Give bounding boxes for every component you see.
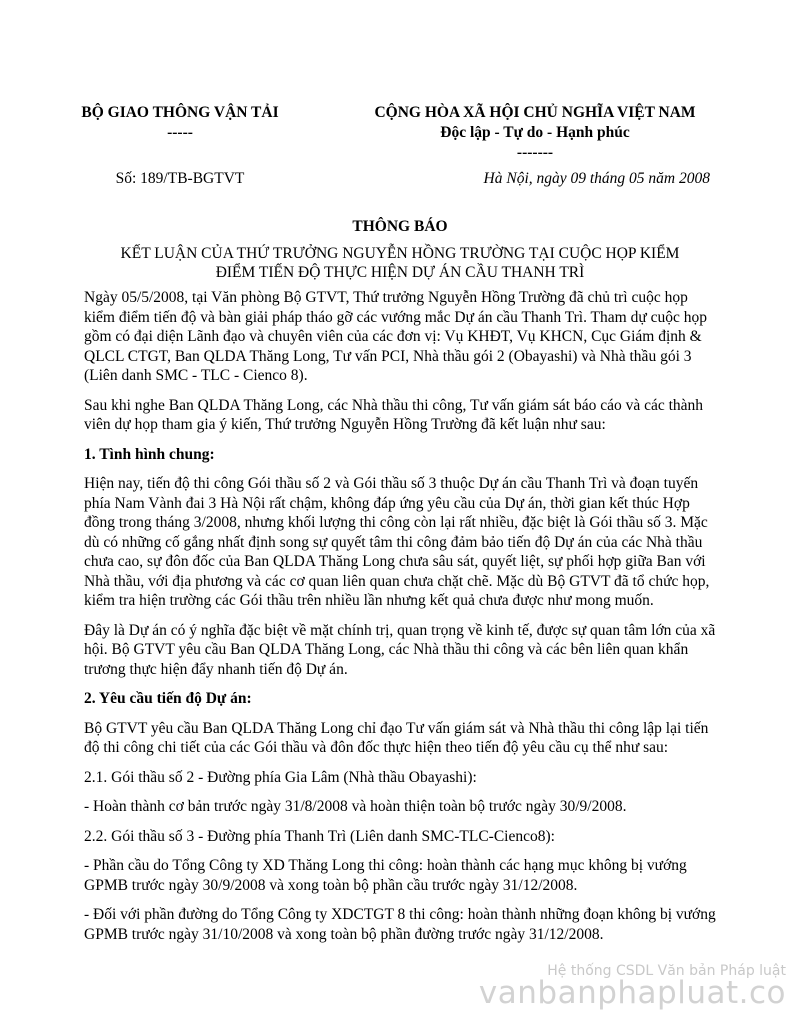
ministry-separator: -----	[167, 124, 193, 141]
paragraph: Ngày 05/5/2008, tại Văn phòng Bộ GTVT, Thứ trưởng Nguyễn Hồng Trường đã chủ trì cuộc họp kiểm điểm tiến độ và bàn giải pháp tháo gỡ các vướng mắc Dự án cầu Thanh Trì. Tham dự cuộc họp gồm có đại diện Lãnh đạo và chuyên viên của các đơn vị: Vụ KHĐT, Vụ KHCN, Cục Giám định & QLCL CTGT, Ban QLDA Thăng Long, Tư vấn PCI, Nhà thầu gói 2 (Obayashi) và Nhà thầu gói 3 (Liên danh SMC - TLC - Cienco 8).	[84, 289, 707, 384]
paragraph: Hiện nay, tiến độ thi công Gói thầu số 2 và Gói thầu số 3 thuộc Dự án cầu Thanh Trì và đoạn tuyến phía Nam Vành đai 3 Hà Nội rất chậm, không đáp ứng yêu cầu của Dự án, thời gian kết thúc Hợp đồng trong tháng 3/2008, nhưng khối lượng thi công còn lại rất nhiều, đặc biệt là Gói thầu số 3. Mặc dù có những cố gắng nhất định song sự quyết tâm thi công đảm bảo tiến độ Dự án của các Nhà thầu chưa cao, sự đôn đốc của Ban QLDA Thăng Long chưa sâu sát, quyết liệt, sự phối hợp giữa Ban với Nhà thầu, với địa phương và các cơ quan liên quan chưa chặt chẽ. Mặc dù Bộ GTVT đã tổ chức họp, kiểm tra hiện trường các Gói thầu trên nhiều lần nhưng kết quả chưa được như mong muốn.	[84, 475, 710, 609]
paragraph: Đây là Dự án có ý nghĩa đặc biệt về mặt chính trị, quan trọng về kinh tế, được sự quan tâm lớn của xã hội. Bộ GTVT yêu cầu Ban QLDA Thăng Long, các Nhà thầu thi công và các bên liên quan khẩn trương thực hiện đẩy nhanh tiến độ Dự án.	[84, 621, 716, 678]
document-title: THÔNG BÁO	[352, 218, 448, 235]
watermark-line-2: vanbanphapluat.co	[478, 975, 786, 1011]
ministry-header	[80, 103, 280, 143]
nation-name: CỘNG HÒA XÃ HỘI CHỦ NGHĨA VIỆT NAM	[374, 104, 696, 121]
paragraph: - Phần cầu do Tổng Công ty XD Thăng Long thi công: hoàn thành các hạng mục không bị vướng GPMB trước ngày 30/9/2008 và xong toàn bộ phần cầu trước ngày 31/12/2008.	[84, 857, 687, 894]
document-subtitle	[80, 244, 720, 282]
watermark-line-1: Hệ thống CSDL Văn bản Pháp luật	[547, 963, 786, 979]
subtitle-line-2: ĐIỂM TIẾN ĐỘ THỰC HIỆN DỰ ÁN CẦU THANH TRÌ	[215, 264, 585, 281]
section-heading: 1. Tình hình chung:	[84, 445, 215, 463]
paragraph: 2.1. Gói thầu số 2 - Đường phía Gia Lâm (Nhà thầu Obayashi):	[84, 768, 477, 786]
paragraph: - Đối với phần đường do Tổng Công ty XDCTGT 8 thi công: hoàn thành những đoạn không bị vướng GPMB trước ngày 31/10/2008 và xong toàn bộ phần đường trước ngày 31/12/2008.	[84, 906, 716, 943]
document-number: Số: 189/TB-BGTVT	[115, 170, 245, 187]
document-date: Hà Nội, ngày 09 tháng 05 năm 2008	[483, 170, 710, 187]
motto-separator: -------	[516, 144, 554, 161]
paragraph: - Hoàn thành cơ bản trước ngày 31/8/2008 và hoàn thiện toàn bộ trước ngày 30/9/2008.	[84, 798, 627, 815]
national-motto: Độc lập - Tự do - Hạnh phúc	[440, 124, 630, 141]
subtitle-line-1: KẾT LUẬN CỦA THỨ TRƯỞNG NGUYỄN HỒNG TRƯỜNG TẠI CUỘC HỌP KIỂM	[120, 245, 680, 262]
section-heading: 2. Yêu cầu tiến độ Dự án:	[84, 690, 252, 707]
document-body	[84, 288, 720, 954]
ministry-name: BỘ GIAO THÔNG VẬN TẢI	[81, 104, 279, 121]
paragraph: Bộ GTVT yêu cầu Ban QLDA Thăng Long chỉ đạo Tư vấn giám sát và Nhà thầu thi công lập lại tiến độ thi công chi tiết của các Gói thầu và đôn đốc thực hiện theo tiến độ yêu cầu cụ thể như sau:	[84, 719, 709, 756]
nation-header	[340, 103, 730, 163]
paragraph: Sau khi nghe Ban QLDA Thăng Long, các Nhà thầu thi công, Tư vấn giám sát báo cáo và các thành viên dự họp tham gia ý kiến, Thứ trưởng Nguyễn Hồng Trường đã kết luận như sau:	[84, 396, 704, 433]
paragraph: 2.2. Gói thầu số 3 - Đường phía Thanh Trì (Liên danh SMC-TLC-Cienco8):	[84, 827, 555, 845]
